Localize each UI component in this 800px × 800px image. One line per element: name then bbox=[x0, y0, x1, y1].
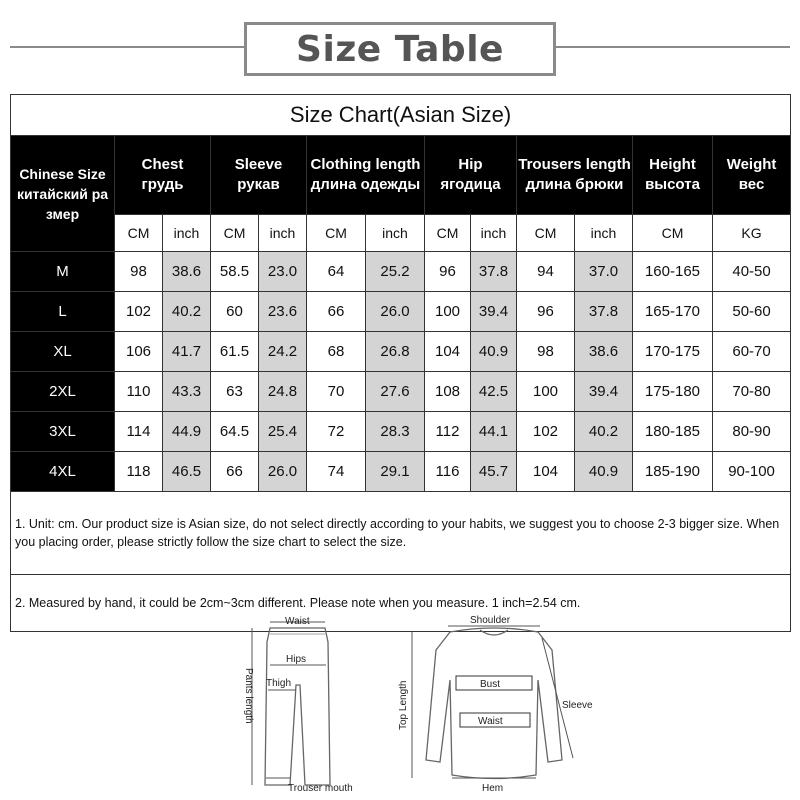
table-cell: 112 bbox=[425, 412, 471, 452]
table-cell: 185-190 bbox=[633, 452, 713, 492]
table-cell: 70 bbox=[307, 372, 366, 412]
table-cell: 64.5 bbox=[211, 412, 259, 452]
table-cell: 180-185 bbox=[633, 412, 713, 452]
trousers-outline bbox=[265, 628, 330, 785]
table-cell: 90-100 bbox=[713, 452, 791, 492]
group-header-weight: Weight вес bbox=[713, 136, 791, 215]
table-cell: 98 bbox=[115, 252, 163, 292]
table-cell: 100 bbox=[517, 372, 575, 412]
table-cell: 40.2 bbox=[163, 292, 211, 332]
header-rule-right bbox=[556, 46, 790, 48]
size-label: 4XL bbox=[11, 452, 115, 492]
table-cell: 66 bbox=[307, 292, 366, 332]
unit-cell: CM bbox=[425, 215, 471, 252]
table-cell: 24.8 bbox=[259, 372, 307, 412]
table-cell: 25.4 bbox=[259, 412, 307, 452]
shirt-waist-label: Waist bbox=[478, 716, 503, 727]
table-cell: 23.0 bbox=[259, 252, 307, 292]
note-unit: 1. Unit: cm. Our product size is Asian size, do not select directly according to your habits, we suggest you to choose 2-3 bigger size. When you placing order, please strictly follow the size chart to select the size. bbox=[11, 492, 791, 575]
thigh-label: Thigh bbox=[266, 678, 292, 689]
table-cell: 110 bbox=[115, 372, 163, 412]
unit-cell: inch bbox=[471, 215, 517, 252]
size-label: XL bbox=[11, 332, 115, 372]
group-header-clothing-length: Clothing length длина одежды bbox=[307, 136, 425, 215]
table-cell: 50-60 bbox=[713, 292, 791, 332]
table-cell: 170-175 bbox=[633, 332, 713, 372]
table-cell: 58.5 bbox=[211, 252, 259, 292]
size-table bbox=[10, 94, 791, 632]
table-cell: 100 bbox=[425, 292, 471, 332]
note-measured: 2. Measured by hand, it could be 2cm~3cm different. Please note when you measure. 1 inch=2.54 cm. bbox=[11, 575, 791, 632]
table-cell: 64 bbox=[307, 252, 366, 292]
table-cell: 40.9 bbox=[575, 452, 633, 492]
unit-cell: KG bbox=[713, 215, 791, 252]
size-label: 2XL bbox=[11, 372, 115, 412]
bust-label: Bust bbox=[480, 679, 501, 690]
table-cell: 116 bbox=[425, 452, 471, 492]
table-cell: 104 bbox=[425, 332, 471, 372]
unit-cell: inch bbox=[366, 215, 425, 252]
table-cell: 44.1 bbox=[471, 412, 517, 452]
group-header-trousers-length: Trousers length длина брюки bbox=[517, 136, 633, 215]
group-header-height: Height высота bbox=[633, 136, 713, 215]
unit-cell: inch bbox=[259, 215, 307, 252]
table-cell: 66 bbox=[211, 452, 259, 492]
table-cell: 108 bbox=[425, 372, 471, 412]
table-cell: 106 bbox=[115, 332, 163, 372]
sleeve-label: Sleeve bbox=[562, 700, 593, 711]
top-length-label: Top Length bbox=[398, 680, 409, 730]
table-cell: 102 bbox=[115, 292, 163, 332]
unit-cell: CM bbox=[211, 215, 259, 252]
shirt-diagram bbox=[390, 610, 610, 795]
table-row bbox=[11, 292, 791, 332]
table-cell: 42.5 bbox=[471, 372, 517, 412]
corner-header: Chinese Size китайский ра змер bbox=[11, 136, 115, 252]
unit-cell: CM bbox=[307, 215, 366, 252]
table-cell: 68 bbox=[307, 332, 366, 372]
waist-label: Waist bbox=[285, 616, 310, 627]
header-box bbox=[244, 22, 556, 76]
table-cell: 45.7 bbox=[471, 452, 517, 492]
size-label: 3XL bbox=[11, 412, 115, 452]
unit-cell: CM bbox=[633, 215, 713, 252]
unit-cell: inch bbox=[575, 215, 633, 252]
trousers-diagram bbox=[230, 610, 360, 795]
table-cell: 60 bbox=[211, 292, 259, 332]
table-cell: 118 bbox=[115, 452, 163, 492]
table-cell: 39.4 bbox=[471, 292, 517, 332]
table-cell: 40-50 bbox=[713, 252, 791, 292]
table-cell: 175-180 bbox=[633, 372, 713, 412]
table-cell: 40.2 bbox=[575, 412, 633, 452]
hips-label: Hips bbox=[286, 654, 307, 665]
table-cell: 96 bbox=[517, 292, 575, 332]
table-cell: 37.0 bbox=[575, 252, 633, 292]
table-cell: 70-80 bbox=[713, 372, 791, 412]
table-cell: 38.6 bbox=[163, 252, 211, 292]
table-cell: 39.4 bbox=[575, 372, 633, 412]
unit-cell: CM bbox=[115, 215, 163, 252]
table-cell: 72 bbox=[307, 412, 366, 452]
table-cell: 80-90 bbox=[713, 412, 791, 452]
shoulder-label: Shoulder bbox=[470, 615, 511, 626]
header-rule-left bbox=[10, 46, 248, 48]
table-cell: 104 bbox=[517, 452, 575, 492]
table-cell: 43.3 bbox=[163, 372, 211, 412]
table-cell: 63 bbox=[211, 372, 259, 412]
trouser-mouth-label: Trouser mouth bbox=[288, 783, 353, 794]
table-cell: 41.7 bbox=[163, 332, 211, 372]
table-cell: 60-70 bbox=[713, 332, 791, 372]
hem-label: Hem bbox=[482, 783, 504, 794]
size-label: L bbox=[11, 292, 115, 332]
group-header-hip: Hip ягодица bbox=[425, 136, 517, 215]
table-cell: 61.5 bbox=[211, 332, 259, 372]
table-cell: 74 bbox=[307, 452, 366, 492]
table-cell: 25.2 bbox=[366, 252, 425, 292]
unit-cell: CM bbox=[517, 215, 575, 252]
group-header-chest: Chest грудь bbox=[115, 136, 211, 215]
table-cell: 46.5 bbox=[163, 452, 211, 492]
table-row bbox=[11, 452, 791, 492]
table-cell: 38.6 bbox=[575, 332, 633, 372]
table-row bbox=[11, 252, 791, 292]
shirt-outline bbox=[426, 628, 562, 779]
table-cell: 26.0 bbox=[366, 292, 425, 332]
table-cell: 94 bbox=[517, 252, 575, 292]
table-cell: 98 bbox=[517, 332, 575, 372]
table-cell: 23.6 bbox=[259, 292, 307, 332]
table-cell: 29.1 bbox=[366, 452, 425, 492]
group-header-sleeve: Sleeve рукав bbox=[211, 136, 307, 215]
table-row bbox=[11, 412, 791, 452]
shirt-collar bbox=[480, 630, 508, 635]
table-row bbox=[11, 372, 791, 412]
table-cell: 28.3 bbox=[366, 412, 425, 452]
sleeve-measure-line bbox=[542, 638, 573, 758]
table-cell: 44.9 bbox=[163, 412, 211, 452]
table-cell: 102 bbox=[517, 412, 575, 452]
table-cell: 40.9 bbox=[471, 332, 517, 372]
table-cell: 37.8 bbox=[575, 292, 633, 332]
table-cell: 114 bbox=[115, 412, 163, 452]
table-row bbox=[11, 332, 791, 372]
pants-length-label: Pants length bbox=[243, 668, 254, 724]
table-cell: 27.6 bbox=[366, 372, 425, 412]
table-cell: 26.8 bbox=[366, 332, 425, 372]
table-cell: 96 bbox=[425, 252, 471, 292]
table-cell: 37.8 bbox=[471, 252, 517, 292]
table-cell: 160-165 bbox=[633, 252, 713, 292]
table-cell: 26.0 bbox=[259, 452, 307, 492]
unit-cell: inch bbox=[163, 215, 211, 252]
page-title: Size Table bbox=[296, 28, 504, 70]
table-caption: Size Chart(Asian Size) bbox=[11, 95, 791, 136]
size-label: M bbox=[11, 252, 115, 292]
table-cell: 24.2 bbox=[259, 332, 307, 372]
table-cell: 165-170 bbox=[633, 292, 713, 332]
